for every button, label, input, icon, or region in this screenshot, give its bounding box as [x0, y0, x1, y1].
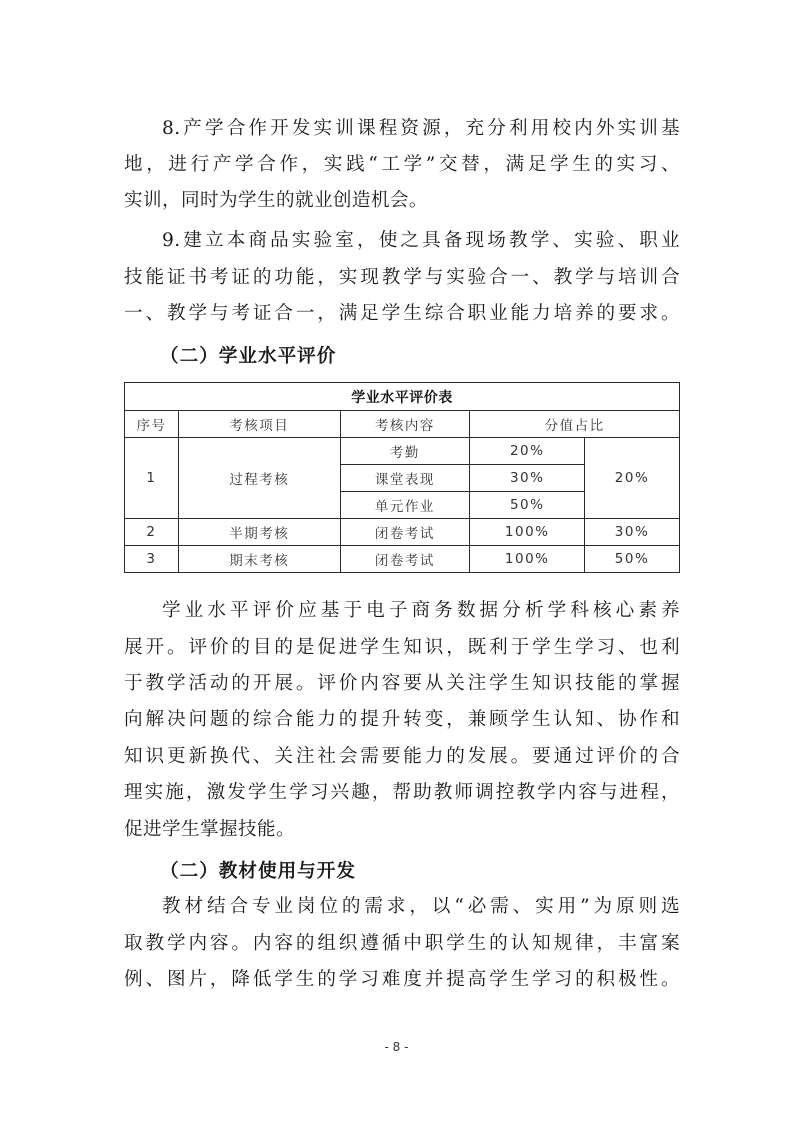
cell-content: 考勤	[340, 438, 470, 465]
text-line: 9.建立本商品实验室，使之具备现场教学、实验、职业	[162, 230, 680, 251]
text-line: 技能证书考证的功能，实现教学与实验合一、教学与培训合	[124, 267, 680, 288]
text-line: 理实施，激发学生学习兴趣，帮助教师调控教学内容与进程，	[124, 782, 680, 803]
page-number: - 8 -	[384, 1040, 409, 1054]
table-title: 学业水平评价表	[125, 383, 680, 411]
cell-weight: 20%	[585, 438, 680, 519]
cell-score: 100%	[470, 546, 585, 573]
header-cell: 考核内容	[340, 411, 470, 438]
cell-score: 50%	[470, 492, 585, 519]
cell-score: 30%	[470, 465, 585, 492]
table-row	[125, 546, 680, 573]
cell-no: 2	[125, 519, 179, 546]
text-line: 地，进行产学合作，实践“工学”交替，满足学生的实习、	[124, 154, 680, 175]
cell-content: 单元作业	[340, 492, 470, 519]
cell-weight: 30%	[585, 519, 680, 546]
cell-weight: 50%	[585, 546, 680, 573]
table-row	[125, 438, 680, 465]
text-line: 向解决问题的综合能力的提升转变，兼顾学生认知、协作和	[124, 709, 680, 730]
text-line: 学业水平评价应基于电子商务数据分析学科核心素养	[162, 600, 680, 621]
cell-score: 100%	[470, 519, 585, 546]
text-line: 例、图片，降低学生的学习难度并提高学生学习的积极性。	[124, 969, 680, 990]
header-cell: 序号	[125, 411, 179, 438]
table-header-row	[125, 411, 680, 438]
header-cell: 分值占比	[470, 411, 680, 438]
cell-no: 1	[125, 438, 179, 519]
cell-item: 过程考核	[178, 438, 340, 519]
text-line: 展开。评价的目的是促进学生知识，既利于学生学习、也利	[124, 637, 680, 658]
cell-content: 闭卷考试	[340, 546, 470, 573]
header-cell: 考核项目	[178, 411, 340, 438]
text-line: 于教学活动的开展。评价内容要从关注学生知识技能的掌握	[124, 673, 680, 694]
text-line: 8.产学合作开发实训课程资源，充分利用校内外实训基	[162, 118, 680, 139]
text-line: 教材结合专业岗位的需求，以“必需、实用”为原则选	[162, 896, 680, 917]
table-row	[125, 519, 680, 546]
text-line: 知识更新换代、关注社会需要能力的发展。要通过评价的合	[124, 746, 680, 767]
cell-score: 20%	[470, 438, 585, 465]
cell-item: 期末考核	[178, 546, 340, 573]
text-line: 一、教学与考证合一，满足学生综合职业能力培养的要求。	[124, 303, 680, 324]
text-line: 促进学生掌握技能。	[124, 819, 295, 840]
cell-no: 3	[125, 546, 179, 573]
cell-content: 闭卷考试	[340, 519, 470, 546]
text-line: 实训，同时为学生的就业创造机会。	[124, 190, 428, 211]
cell-content: 课堂表现	[340, 465, 470, 492]
table-title-row	[125, 383, 680, 411]
section-heading-textbook: （二）教材使用与开发	[160, 861, 356, 882]
evaluation-table	[124, 382, 680, 573]
text-line: 取教学内容。内容的组织遵循中职学生的认知规律，丰富案	[124, 933, 680, 954]
cell-item: 半期考核	[178, 519, 340, 546]
section-heading-evaluation: （二）学业水平评价	[160, 346, 337, 367]
